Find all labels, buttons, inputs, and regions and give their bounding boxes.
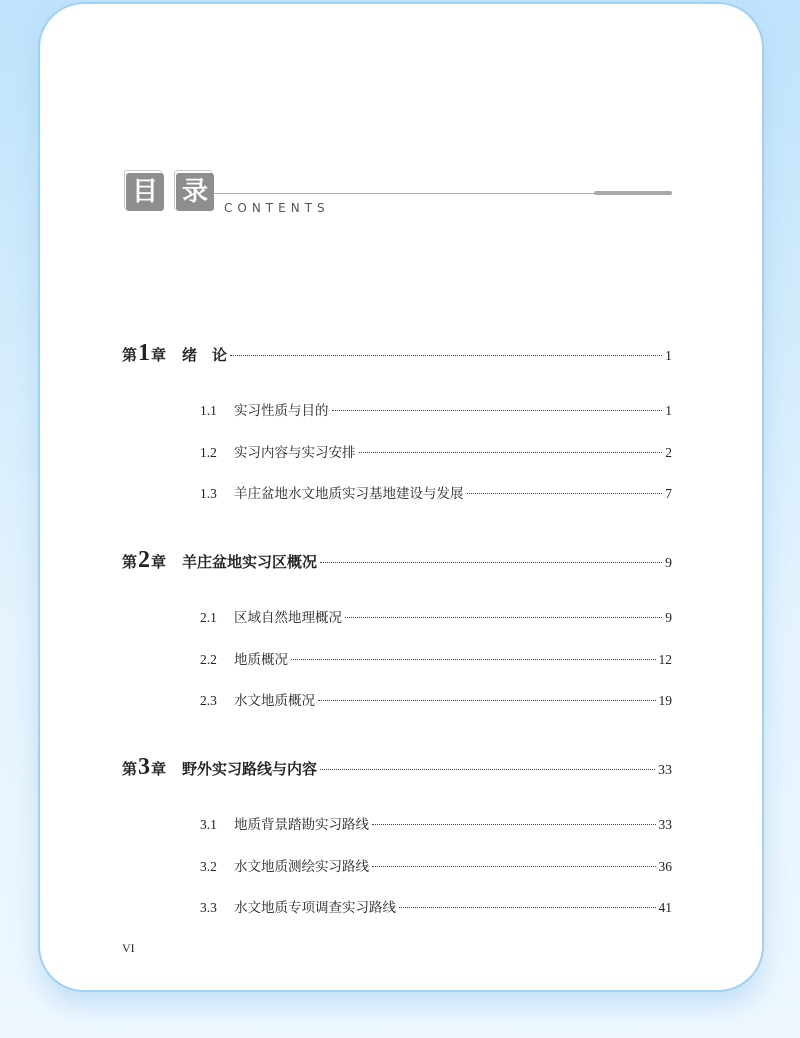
chapter-suffix: 章 [151, 553, 167, 571]
section-number: 3.3 [200, 900, 217, 915]
section-number: 1.2 [200, 445, 217, 460]
leader-dots [359, 452, 663, 453]
section-number: 3.1 [200, 817, 217, 832]
chapter-number: 1 [138, 340, 151, 366]
toc-section-entry[interactable] [200, 855, 672, 875]
section-title: 地质概况 [234, 652, 288, 668]
section-page: 12 [658, 652, 672, 667]
section-page: 41 [658, 900, 672, 915]
leader-dots [345, 617, 662, 618]
section-number: 2.1 [200, 610, 217, 625]
section-title: 水文地质测绘实习路线 [234, 859, 369, 875]
header-rule [214, 193, 594, 194]
section-page: 36 [658, 859, 672, 874]
header-rule-accent [594, 191, 672, 195]
toc-section-entry[interactable] [200, 441, 672, 461]
toc-section-entry[interactable] [200, 482, 672, 502]
chapter-prefix: 第 [122, 346, 138, 364]
section-title: 水文地质概况 [234, 693, 315, 709]
section-page: 19 [658, 693, 672, 708]
leader-dots [332, 410, 663, 411]
toc-section-entry[interactable] [200, 896, 672, 916]
section-page: 2 [665, 445, 672, 460]
contents-label: CONTENTS [224, 201, 330, 215]
chapter-prefix: 第 [122, 760, 138, 778]
section-page: 1 [665, 403, 672, 418]
leader-dots [467, 493, 663, 494]
chapter-suffix: 章 [151, 346, 167, 364]
chapter-page: 33 [658, 763, 672, 778]
leader-dots [372, 866, 656, 867]
chapter-number: 2 [138, 547, 151, 573]
section-title: 地质背景踏勘实习路线 [234, 817, 369, 833]
toc-section-entry[interactable] [200, 399, 672, 419]
toc-section-entry[interactable] [200, 689, 672, 709]
header-char-lu: 录 [176, 173, 214, 211]
section-title: 实习内容与实习安排 [234, 445, 356, 461]
section-title: 水文地质专项调查实习路线 [234, 900, 396, 916]
chapter-title: 绪 论 [182, 346, 228, 364]
section-title: 实习性质与目的 [234, 403, 329, 419]
chapter-page: 9 [665, 556, 672, 571]
leader-dots [291, 659, 656, 660]
section-number: 2.3 [200, 693, 217, 708]
leader-dots [320, 769, 655, 770]
section-title: 区域自然地理概况 [234, 610, 342, 626]
leader-dots [318, 700, 656, 701]
chapter-title: 野外实习路线与内容 [182, 760, 318, 778]
header-char-mu: 目 [126, 173, 164, 211]
chapter-prefix: 第 [122, 553, 138, 571]
section-number: 1.3 [200, 486, 217, 501]
chapter-number: 3 [138, 754, 151, 780]
leader-dots [399, 907, 656, 908]
toc-section-entry[interactable] [200, 606, 672, 626]
chapter-page: 1 [665, 349, 672, 364]
chapter-title: 羊庄盆地实习区概况 [182, 553, 318, 571]
section-number: 2.2 [200, 652, 217, 667]
section-number: 1.1 [200, 403, 217, 418]
leader-dots [230, 355, 662, 356]
section-title: 羊庄盆地水文地质实习基地建设与发展 [234, 486, 464, 502]
toc-section-entry[interactable] [200, 648, 672, 668]
toc-chapter-entry[interactable] [122, 340, 672, 367]
toc-chapter-entry[interactable] [122, 547, 672, 574]
section-page: 7 [665, 486, 672, 501]
chapter-suffix: 章 [151, 760, 167, 778]
section-page: 33 [658, 817, 672, 832]
leader-dots [372, 824, 656, 825]
leader-dots [320, 562, 662, 563]
toc-chapter-entry[interactable] [122, 754, 672, 781]
section-page: 9 [665, 610, 672, 625]
toc-section-entry[interactable] [200, 813, 672, 833]
page-number: VI [122, 941, 135, 955]
section-number: 3.2 [200, 859, 217, 874]
